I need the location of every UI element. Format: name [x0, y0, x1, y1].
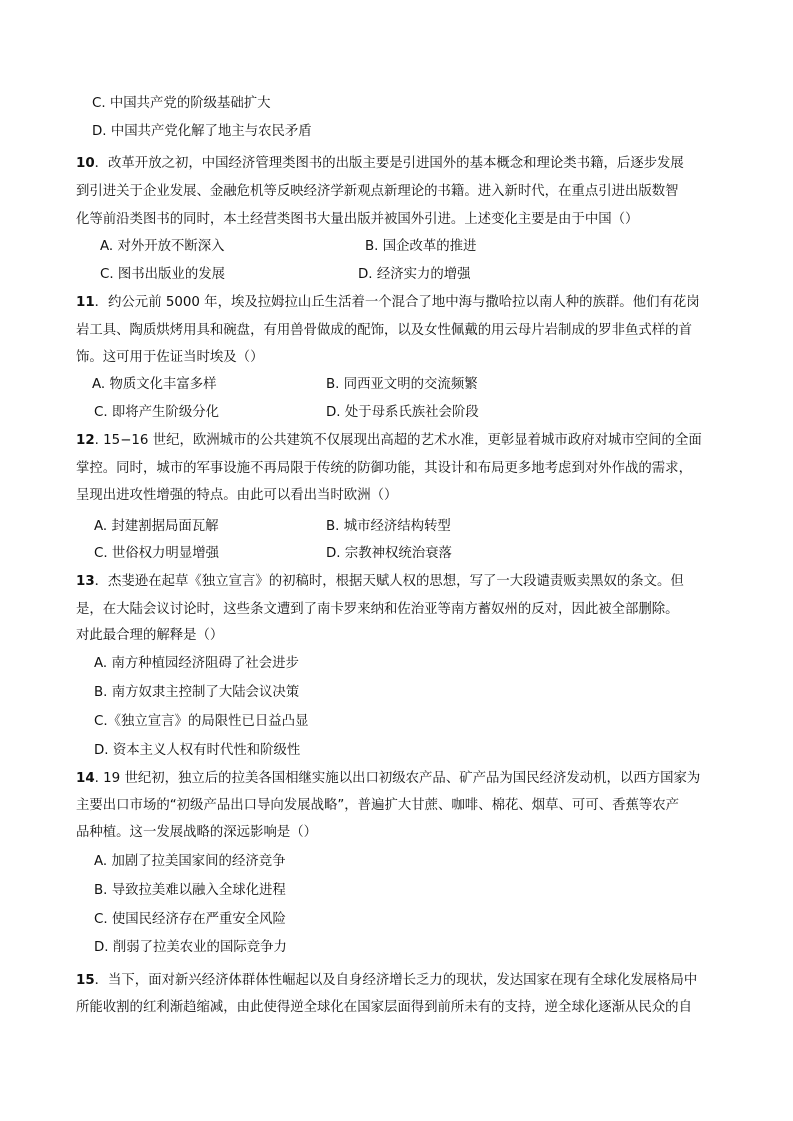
question-15-line-1: 15．当下，面对新兴经济体群体性崛起以及自身经济增长乏力的现状，发达国家在现有全球化发展格局中 [76, 973, 698, 988]
question-13-line-3: 对此最合理的解释是（） [76, 628, 224, 643]
question-12-option-c: C. 世俗权力明显增强 [94, 546, 219, 561]
question-12-number: 12 [76, 433, 95, 448]
question-12-line-2: 掌控。同时，城市的军事设施不再局限于传统的防御功能，其设计和布局更多地考虑到对外作战的需求， [76, 461, 692, 476]
question-11-line-3: 饰。这可用于佐证当时埃及（） [76, 350, 264, 365]
question-10-line-2: 到引进关于企业发展、金融危机等反映经济学新观点新理论的书籍。进入新时代，在重点引进出版数智 [76, 184, 679, 199]
question-14-line-2: 主要出口市场的“初级产品出口导向发展战略”，普遍扩大甘蔗、咖啡、棉花、烟草、可可、香蕉等农产 [76, 798, 680, 813]
question-14-line-3: 品种植。这一发展战略的深远影响是（） [76, 825, 318, 840]
question-12-line-3: 呈现出进攻性增强的特点。由此可以看出当时欧洲（） [76, 488, 398, 503]
question-11-option-d: D. 处于母系氏族社会阶段 [326, 405, 479, 420]
question-12-option-a: A. 封建割据局面瓦解 [94, 519, 219, 534]
question-13-option-a: A. 南方种植园经济阻碍了社会进步 [94, 656, 299, 671]
question-13-line-1: 13．杰斐逊在起草《独立宣言》的初稿时，根据天赋人权的思想，写了一大段谴责贩卖黑奴的条文。但 [76, 574, 684, 589]
question-10-number: 10 [76, 156, 95, 171]
question-10-line-1: 10．改革开放之初，中国经济管理类图书的出版主要是引进国外的基本概念和理论类书籍，后逐步发展 [76, 156, 684, 171]
question-12-option-d: D. 宗教神权统治衰落 [326, 546, 452, 561]
question-11-option-a: A. 物质文化丰富多样 [92, 377, 217, 392]
q9-option-d: D. 中国共产党化解了地主与农民矛盾 [92, 124, 312, 139]
question-12-option-b: B. 城市经济结构转型 [326, 519, 451, 534]
question-11-option-b: B. 同西亚文明的交流频繁 [326, 377, 478, 392]
question-13-option-c: C.《独立宣言》的局限性已日益凸显 [94, 714, 309, 729]
question-14-option-b: B. 导致拉美难以融入全球化进程 [94, 883, 286, 898]
question-11-option-c: C. 即将产生阶级分化 [94, 405, 219, 420]
question-10-option-c: C. 图书出版业的发展 [100, 267, 225, 282]
question-15-line-2: 所能收割的红利渐趋缩减，由此使得逆全球化在国家层面得到前所未有的支持，逆全球化逐渐从民众的自 [76, 1000, 692, 1015]
question-10-option-a: A. 对外开放不断深入 [100, 239, 225, 254]
question-13-line-2: 是，在大陆会议讨论时，这些条文遭到了南卡罗来纳和佐治亚等南方蓄奴州的反对，因此被全部删除。 [76, 602, 679, 617]
question-13-option-b: B. 南方奴隶主控制了大陆会议决策 [94, 685, 300, 700]
question-15-number: 15 [76, 973, 95, 988]
question-13-option-d: D. 资本主义人权有时代性和阶级性 [94, 743, 301, 758]
question-10-option-b: B. 国企改革的推进 [365, 239, 477, 254]
question-11-number: 11 [76, 295, 95, 310]
question-11-line-1: 11．约公元前 5000 年，埃及拉姆拉山丘生活着一个混合了地中海与撒哈拉以南人种的族群。他们有花岗 [76, 295, 700, 310]
question-10-line-3: 化等前沿类图书的同时，本土经营类图书大量出版并被国外引进。上述变化主要是由于中国（） [76, 212, 639, 227]
question-14-option-d: D. 削弱了拉美农业的国际竞争力 [94, 940, 287, 955]
question-13-number: 13 [76, 574, 95, 589]
question-11-line-2: 岩工具、陶质烘烤用具和碗盘，有用兽骨做成的配饰，以及女性佩戴的用云母片岩制成的罗非鱼式样的首 [76, 323, 692, 338]
question-12-line-1: 12. 15−16 世纪，欧洲城市的公共建筑不仅展现出高超的艺术水准，更彰显着城市政府对城市空间的全面 [76, 433, 702, 448]
question-14-option-c: C. 使国民经济存在严重安全风险 [94, 912, 286, 927]
q9-option-c: C. 中国共产党的阶级基础扩大 [92, 96, 271, 111]
question-14-option-a: A. 加剧了拉美国家间的经济竞争 [94, 854, 286, 869]
question-10-option-d: D. 经济实力的增强 [358, 267, 471, 282]
question-14-line-1: 14. 19 世纪初，独立后的拉美各国相继实施以出口初级农产品、矿产品为国民经济发动机，以西方国家为 [76, 771, 701, 786]
question-14-number: 14 [76, 771, 95, 786]
